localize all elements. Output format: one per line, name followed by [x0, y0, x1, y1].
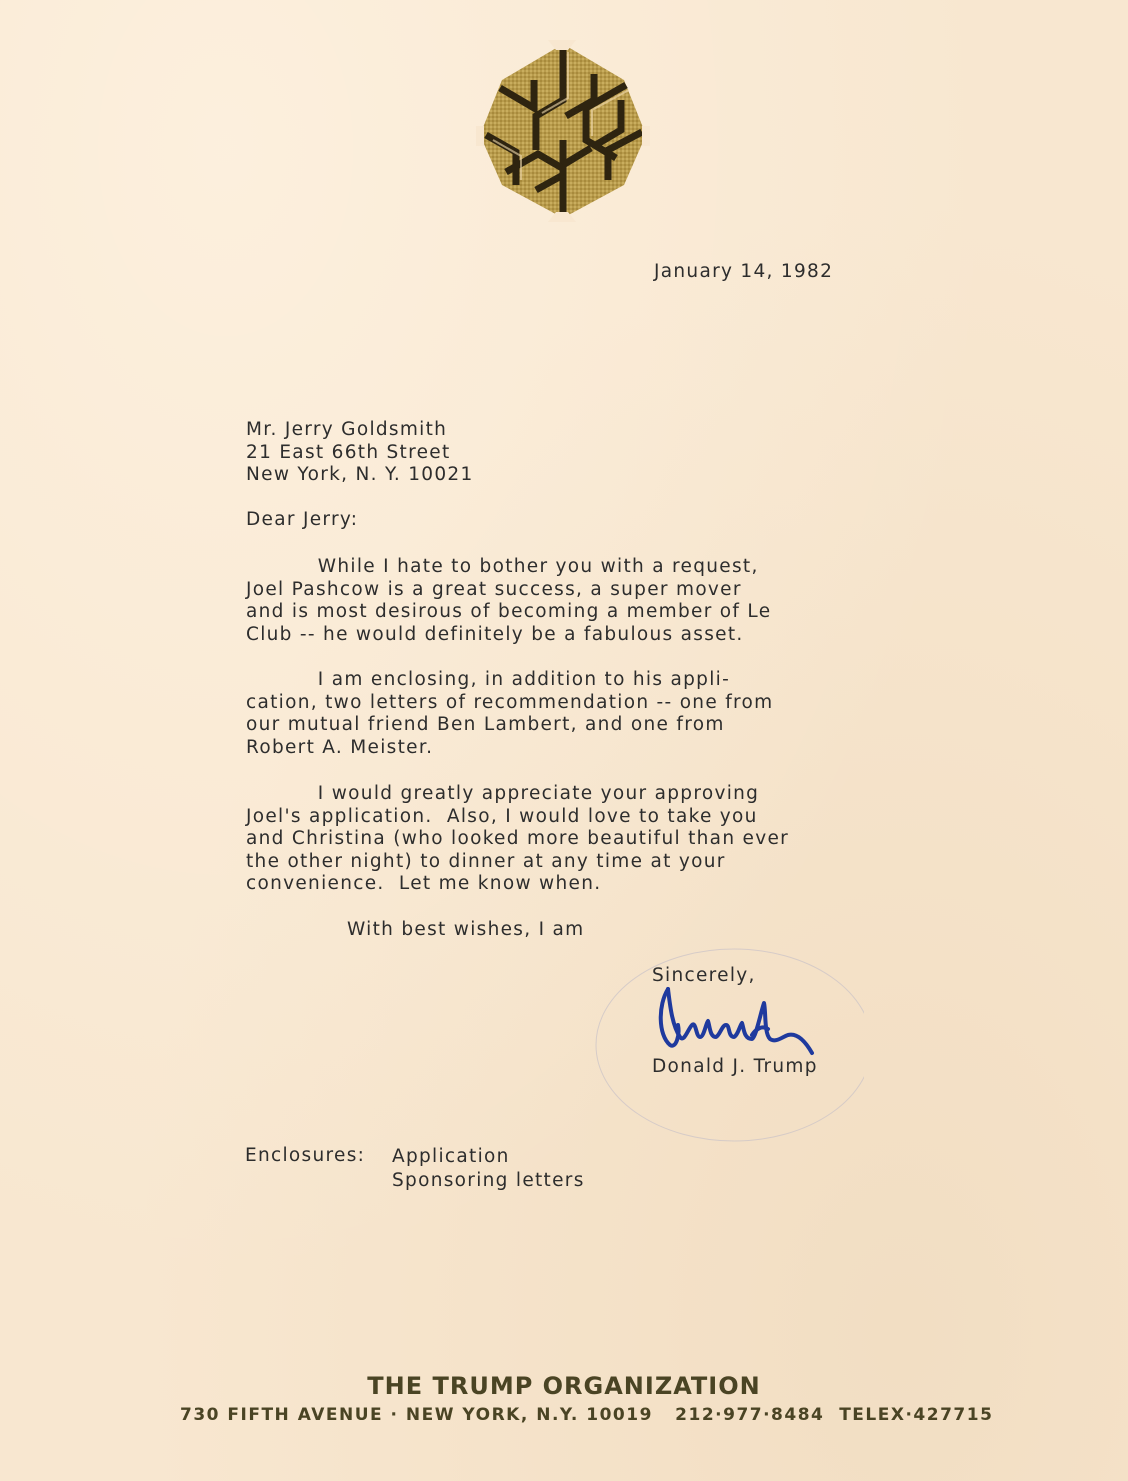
letter-date: January 14, 1982 — [654, 261, 834, 282]
letterhead-address: 730 FIFTH AVENUE · NEW YORK, N.Y. 10019 212·977·8484 TELEX·427715 — [180, 1405, 994, 1425]
recipient-street: 21 East 66th Street — [246, 441, 451, 463]
handwritten-signature — [584, 945, 864, 1150]
recipient-city: New York, N. Y. 10021 — [246, 464, 474, 486]
recipient-address — [246, 419, 474, 487]
body-paragraph-1: While I hate to bother you with a request, Joel Pashcow is a great success, a super mover and is most desirous of becoming a member of Le Club -- he would definitely be a fabulous asset. — [246, 556, 772, 645]
salutation: Dear Jerry: — [246, 509, 359, 530]
interlocking-cube-emblem-icon — [476, 40, 650, 222]
body-paragraph-2: I am enclosing, in addition to his appli- cation, two letters of recommendation -- one from our mutual friend Ben Lambert, and one from Robert A. Meister. — [246, 669, 774, 758]
sign-off: Sincerely, — [652, 965, 756, 986]
signer-name: Donald J. Trump — [652, 1056, 818, 1077]
recipient-name: Mr. Jerry Goldsmith — [246, 419, 448, 440]
closing-line: With best wishes, I am — [347, 919, 585, 940]
body-paragraph-3: I would greatly appreciate your approving Joel's application. Also, I would love to take you and Christina (who looked more beautiful than ever the other night) to dinner at any time at your convenience. Let me know when. — [246, 783, 790, 895]
enclosures-list: Application Sponsoring letters — [392, 1146, 585, 1191]
enclosures-label: Enclosures: — [245, 1145, 366, 1166]
letterhead-organization: THE TRUMP ORGANIZATION — [367, 1372, 761, 1400]
